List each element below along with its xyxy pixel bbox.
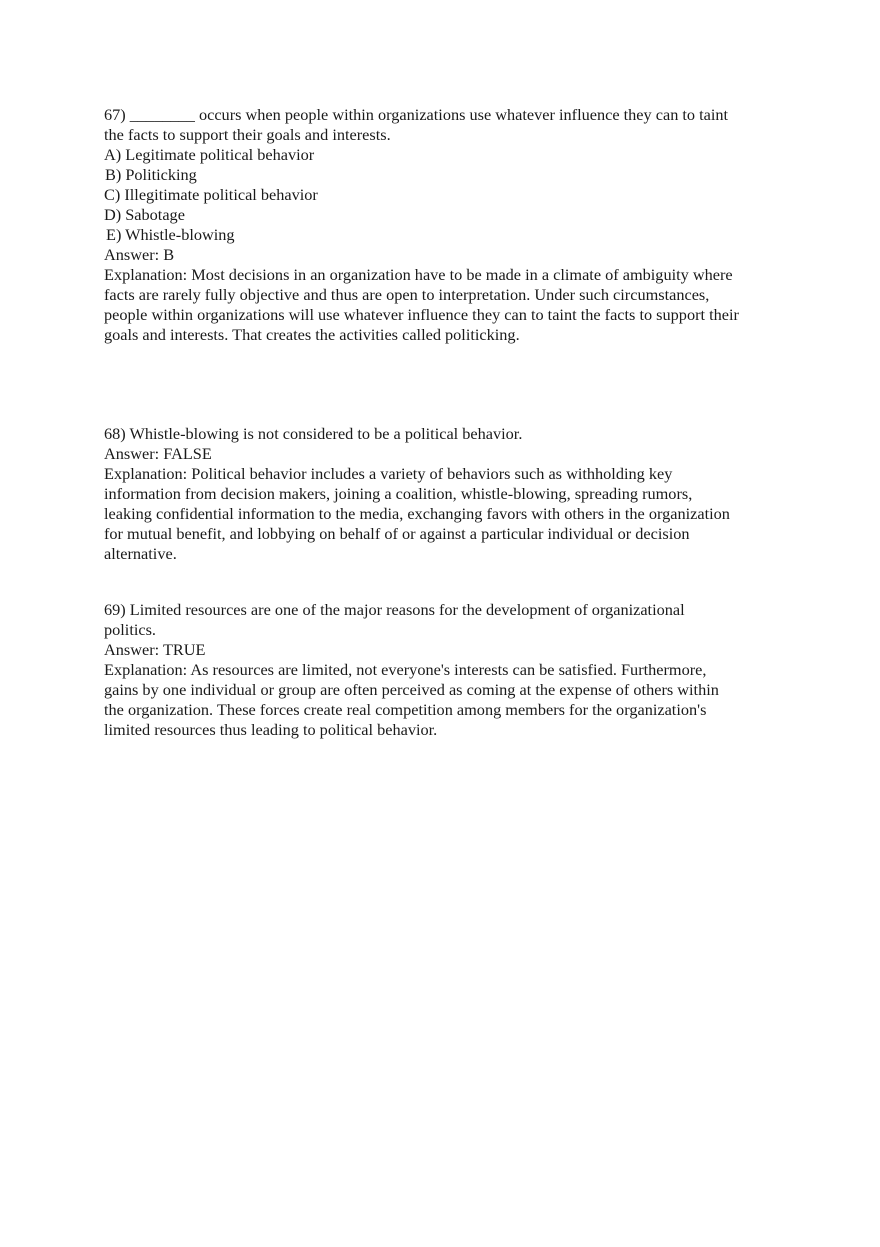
question-67 xyxy=(104,105,794,345)
explanation-line: Explanation: As resources are limited, not everyone's interests can be satisfied. Furthermore, xyxy=(104,660,707,679)
question-68 xyxy=(104,424,794,564)
explanation-line: Explanation: Most decisions in an organization have to be made in a climate of ambiguity where xyxy=(104,265,733,284)
answer-line: Answer: TRUE xyxy=(104,640,206,659)
answer-option-d: D) Sabotage xyxy=(104,205,185,224)
answer-option-b: B) Politicking xyxy=(105,165,197,184)
question-stem-line: politics. xyxy=(104,620,157,639)
answer-option-e: E) Whistle-blowing xyxy=(106,225,235,244)
explanation-line: Explanation: Political behavior includes a variety of behaviors such as withholding key xyxy=(104,464,673,483)
question-stem-line: 69) Limited resources are one of the major reasons for the development of organizational xyxy=(104,600,685,619)
answer-option-c: C) Illegitimate political behavior xyxy=(104,185,318,204)
explanation-line: limited resources thus leading to political behavior. xyxy=(104,720,438,739)
question-stem-line: 67) ________ occurs when people within organizations use whatever influence they can to taint xyxy=(104,105,729,124)
answer-line: Answer: B xyxy=(104,245,175,264)
explanation-line: gains by one individual or group are often perceived as coming at the expense of others within xyxy=(104,680,719,699)
question-stem-line: 68) Whistle-blowing is not considered to be a political behavior. xyxy=(104,424,523,443)
explanation-line: facts are rarely fully objective and thus are open to interpretation. Under such circumstances, xyxy=(104,285,710,304)
explanation-line: the organization. These forces create real competition among members for the organization's xyxy=(104,700,707,719)
question-stem-line: the facts to support their goals and interests. xyxy=(104,125,391,144)
answer-line: Answer: FALSE xyxy=(104,444,212,463)
explanation-line: alternative. xyxy=(104,544,177,563)
explanation-line: leaking confidential information to the media, exchanging favors with others in the organization xyxy=(104,504,730,523)
explanation-line: information from decision makers, joining a coalition, whistle-blowing, spreading rumors, xyxy=(104,484,693,503)
explanation-line: goals and interests. That creates the activities called politicking. xyxy=(104,325,520,344)
explanation-line: people within organizations will use whatever influence they can to taint the facts to support their xyxy=(104,305,739,324)
answer-option-a: A) Legitimate political behavior xyxy=(104,145,315,164)
question-69 xyxy=(104,600,794,740)
explanation-line: for mutual benefit, and lobbying on behalf of or against a particular individual or decision xyxy=(104,524,690,543)
